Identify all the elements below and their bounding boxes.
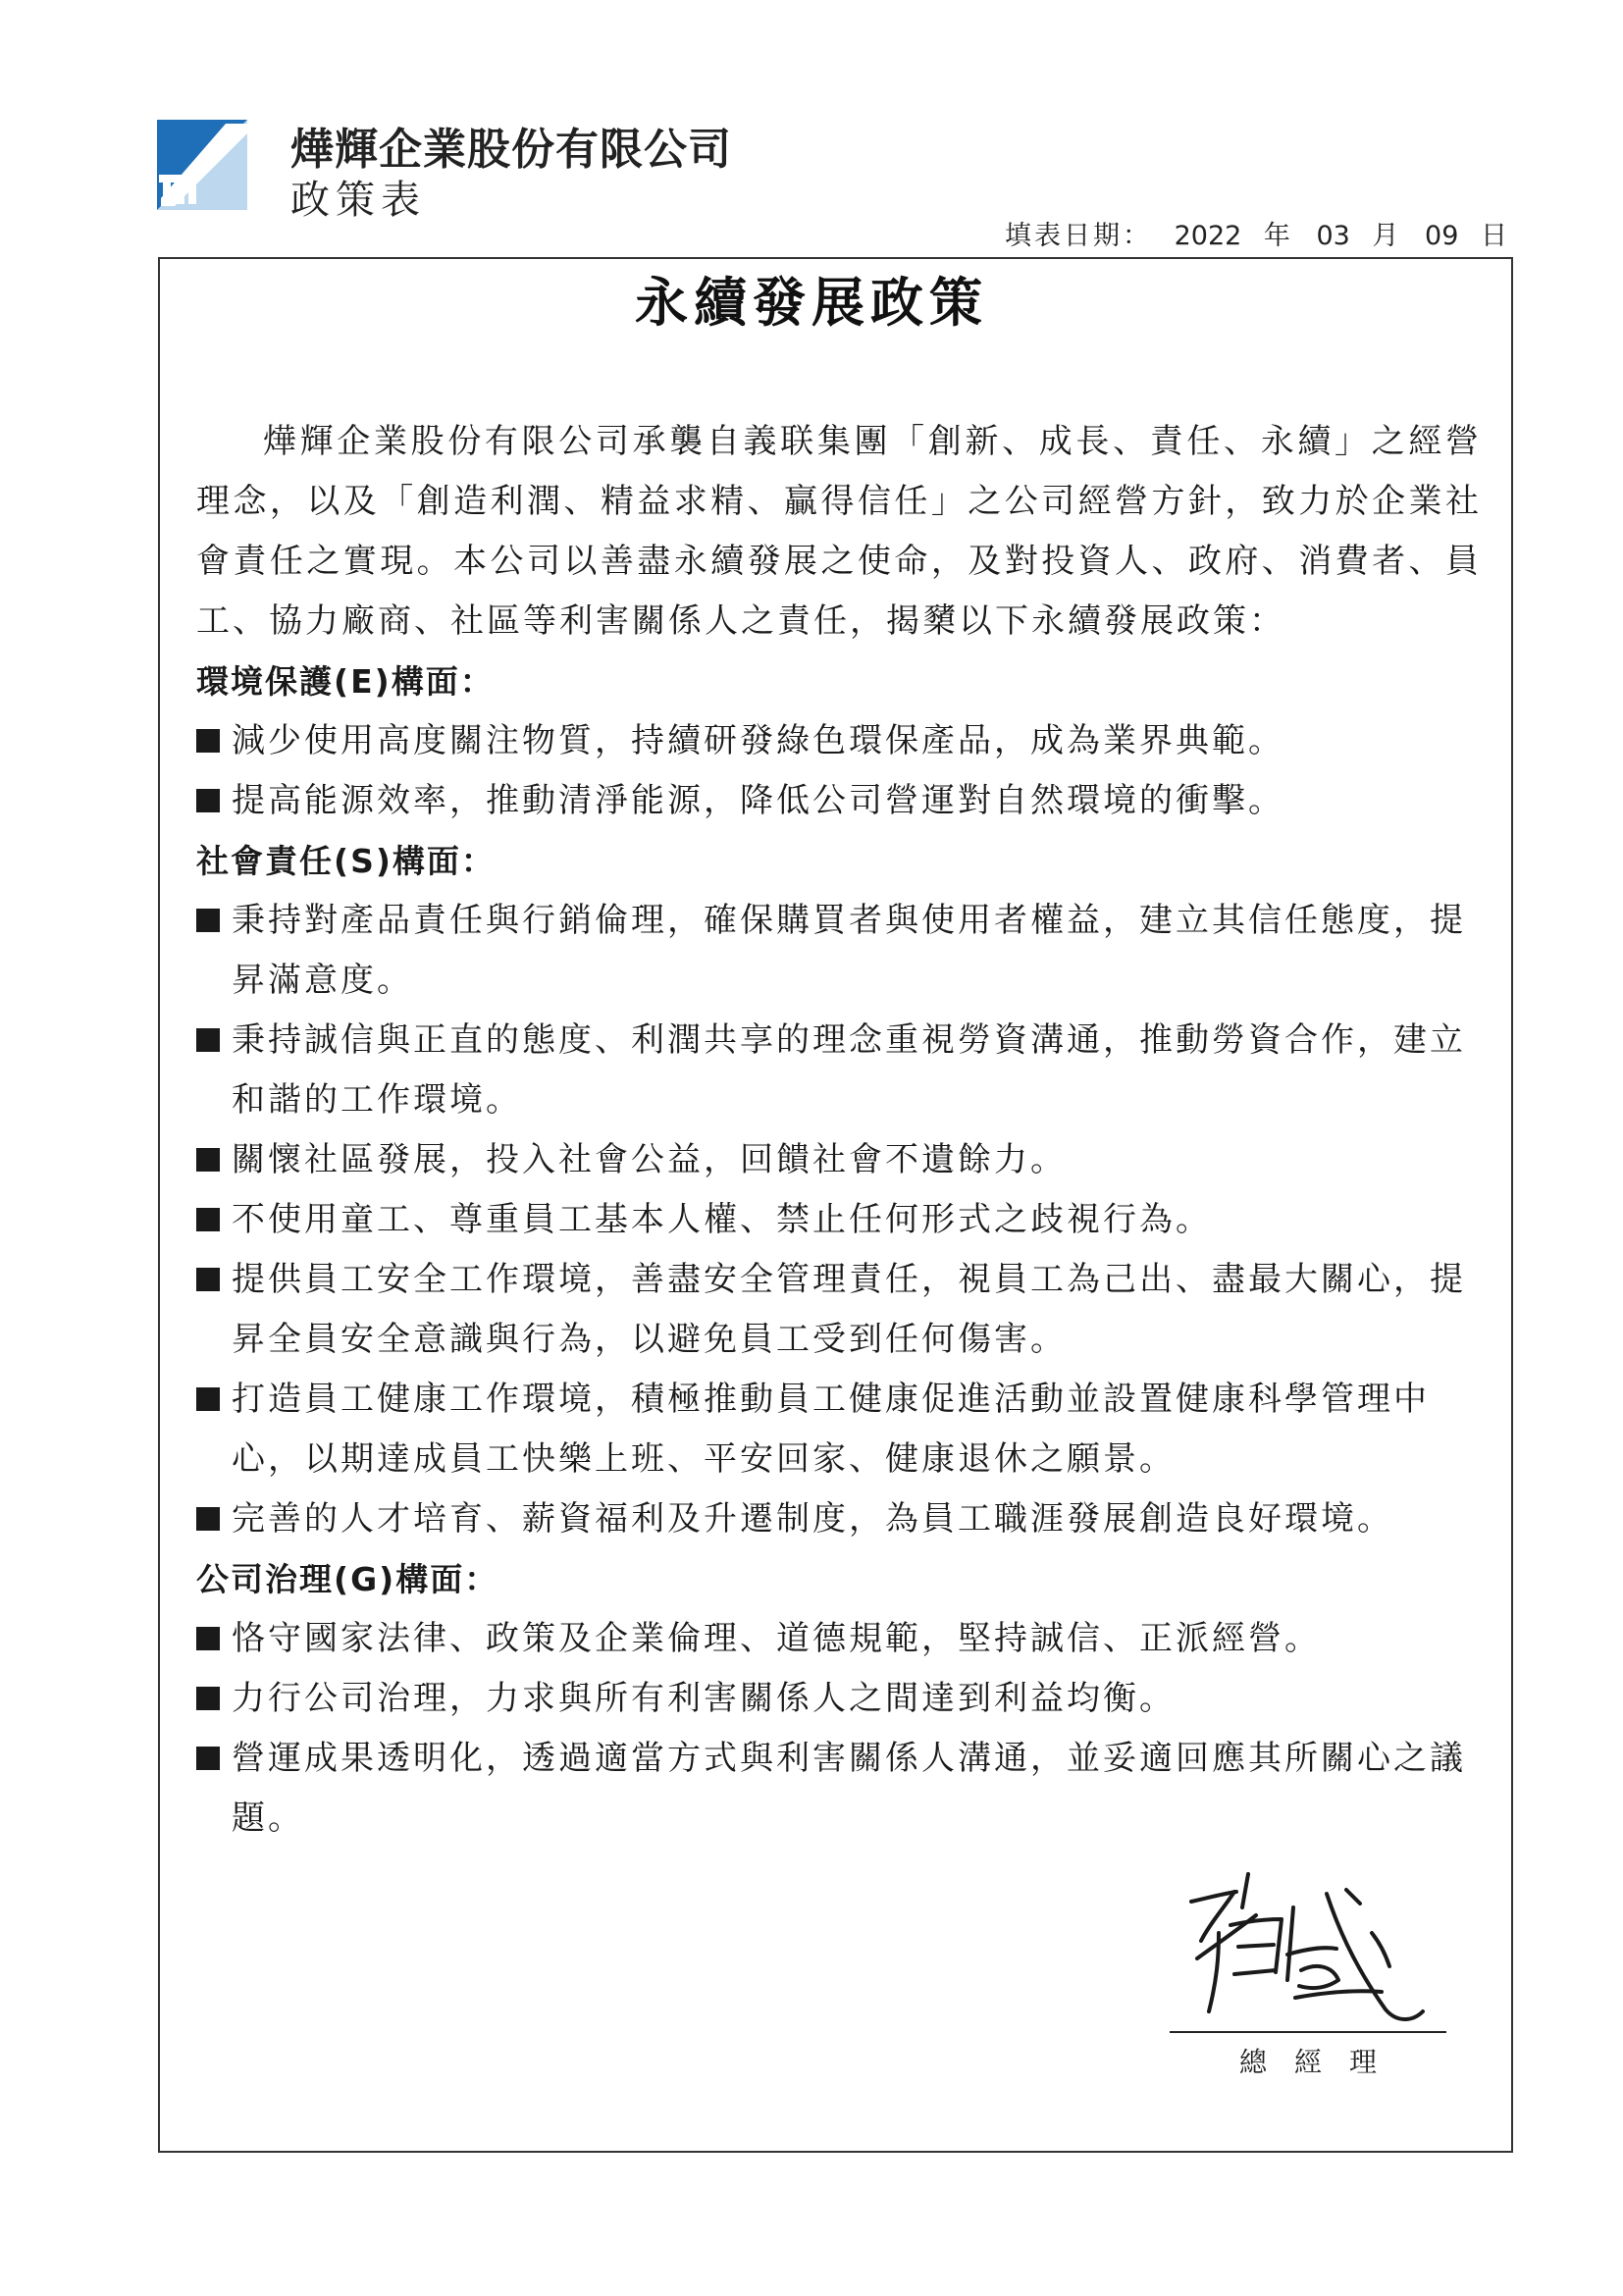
list-item: [196, 1729, 1482, 1849]
list-item-text: 不使用童工、尊重員工基本人權、禁止任何形式之歧視行為。: [232, 1200, 1212, 1239]
logo-bar: [163, 183, 171, 204]
square-bullet-icon: [196, 1208, 220, 1231]
fill-date-year-unit: 年: [1263, 221, 1290, 251]
list-item: [196, 1370, 1482, 1489]
fill-date: [1005, 214, 1511, 252]
list-item: [196, 771, 1482, 831]
fill-date-day: 09: [1425, 221, 1459, 251]
square-bullet-icon: [196, 1687, 220, 1710]
signature-line: [1170, 2031, 1446, 2033]
square-bullet-icon: [196, 729, 220, 753]
company-logo: [157, 120, 247, 210]
list-item: [196, 1190, 1482, 1250]
fill-date-day-unit: 日: [1481, 221, 1507, 251]
document-title: 永續發展政策: [635, 271, 988, 334]
fill-date-month: 03: [1316, 221, 1350, 251]
list-item: [196, 711, 1482, 771]
fill-date-month-unit: 月: [1372, 221, 1399, 251]
list-item-text: 秉持對產品責任與行銷倫理，確保購買者與使用者權益，建立其信任態度，提昇滿意度。: [232, 901, 1466, 1000]
signatory-title: 總經理: [1238, 2046, 1404, 2078]
list-item: [196, 1669, 1482, 1729]
list-item-text: 完善的人才培育、薪資福利及升遷制度，為員工職涯發展創造良好環境。: [232, 1499, 1393, 1539]
handwritten-signature: [1179, 1864, 1435, 2026]
list-item-text: 提供員工安全工作環境，善盡安全管理責任，視員工為己出、盡最大關心，提昇全員安全意識與行為，以避免員工受到任何傷害。: [232, 1260, 1466, 1359]
fill-date-year: 2022: [1174, 221, 1242, 251]
list-item-text: 力行公司治理，力求與所有利害關係人之間達到利益均衡。: [232, 1679, 1176, 1718]
square-bullet-icon: [196, 909, 220, 932]
list-item: [196, 1489, 1482, 1549]
square-bullet-icon: [196, 1387, 220, 1411]
signature-block: [1170, 1864, 1446, 2078]
square-bullet-icon: [196, 1148, 220, 1172]
section-heading-governance: 公司治理(G)構面：: [196, 1560, 499, 1598]
list-item-text: 秉持誠信與正直的態度、利潤共享的理念重視勞資溝通，推動勞資合作，建立和諧的工作環境。: [232, 1020, 1466, 1120]
fill-date-label: 填表日期：: [1005, 221, 1152, 251]
square-bullet-icon: [196, 1268, 220, 1291]
intro-paragraph: 燁輝企業股份有限公司承襲自義联集團「創新、成長、責任、永續」之經營理念，以及「創造利潤、精益求精、贏得信任」之公司經營方針，致力於企業社會責任之實現。本公司以善盡永續發展之使命，及對投資人、政府、消費者、員工、協力廠商、社區等利害關係人之責任，揭櫫以下永續發展政策：: [196, 422, 1482, 641]
section-heading-social: 社會責任(S)構面：: [196, 842, 496, 880]
list-item: [196, 1011, 1482, 1130]
section-heading-environment: 環境保護(E)構面：: [196, 662, 495, 701]
list-item: [196, 891, 1482, 1011]
logo-bar: [188, 183, 196, 204]
list-item-text: 提高能源效率，推動清淨能源，降低公司營運對自然環境的衝擊。: [232, 781, 1284, 820]
list-item-text: 打造員工健康工作環境，積極推動員工健康促進活動並設置健康科學管理中心，以期達成員工快樂上班、平安回家、健康退休之願景。: [232, 1380, 1430, 1479]
document-type: 政策表: [290, 178, 426, 223]
policy-content: [196, 412, 1482, 1849]
square-bullet-icon: [196, 1627, 220, 1650]
list-item-text: 關懷社區發展，投入社會公益，回饋社會不遺餘力。: [232, 1140, 1067, 1179]
logo-bar: [177, 183, 184, 204]
list-item-text: 減少使用高度關注物質，持續研發綠色環保產品，成為業界典範。: [232, 721, 1284, 760]
square-bullet-icon: [196, 789, 220, 812]
logo-bar: [159, 175, 198, 183]
square-bullet-icon: [196, 1747, 220, 1770]
list-item: [196, 1609, 1482, 1669]
square-bullet-icon: [196, 1028, 220, 1052]
list-item-text: 恪守國家法律、政策及企業倫理、道德規範，堅持誠信、正派經營。: [232, 1619, 1321, 1658]
list-item-text: 營運成果透明化，透過適當方式與利害關係人溝通，並妥適回應其所關心之議題。: [232, 1739, 1466, 1838]
list-item: [196, 1130, 1482, 1190]
list-item: [196, 1250, 1482, 1370]
square-bullet-icon: [196, 1507, 220, 1531]
company-name: 燁輝企業股份有限公司: [290, 125, 732, 175]
